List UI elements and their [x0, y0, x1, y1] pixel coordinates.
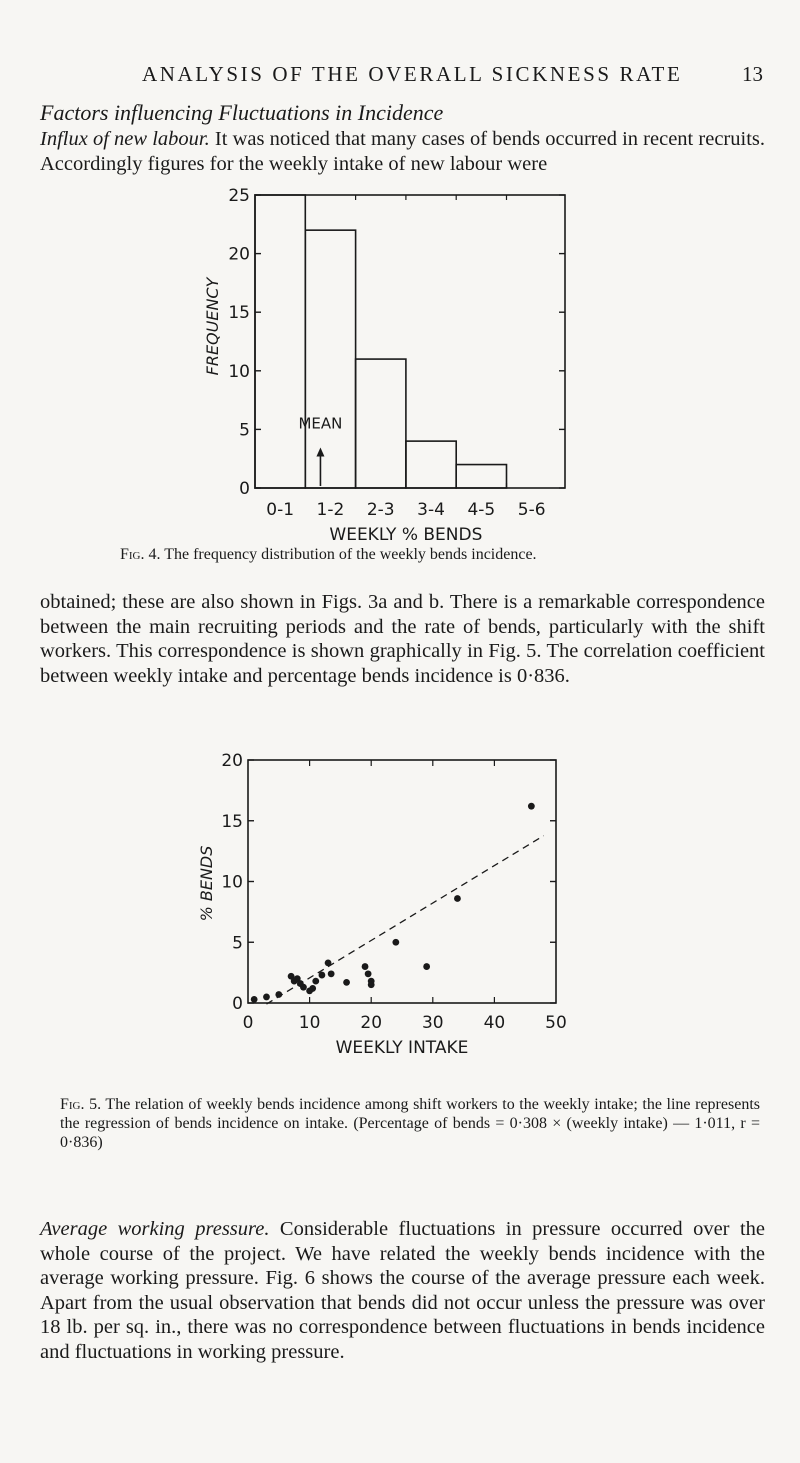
x-tick-label: 50 — [545, 1013, 567, 1033]
scatter-point — [275, 991, 282, 998]
histogram-chart — [0, 180, 800, 540]
y-tick-label: 15 — [228, 303, 250, 324]
mean-annotation: MEAN — [298, 414, 343, 433]
histogram-bar — [305, 230, 355, 488]
y-axis-title: FREQUENCY — [203, 277, 222, 376]
x-tick-label: 20 — [360, 1013, 383, 1033]
y-axis-title: % BENDS — [197, 845, 216, 922]
caption-label: Fig. 4. — [120, 546, 161, 563]
scatter-point — [325, 960, 332, 967]
mean-arrow-head — [316, 447, 324, 456]
caption-text: The frequency distribution of the weekly bends incidence. — [160, 546, 537, 563]
plot-frame — [248, 760, 556, 1003]
scatter-point — [343, 979, 350, 986]
figure-5 — [0, 750, 800, 1095]
y-tick-label: 5 — [232, 933, 243, 954]
scatter-point — [423, 963, 430, 970]
caption-text: The relation of weekly bends incidence among shift workers to the weekly intake; the line represents the regression of bends incidence on intake. (Percentage of bends = 0·308 × (weekly intake) — 1·011, r = 0·836) — [60, 1096, 760, 1151]
scatter-point — [251, 996, 258, 1003]
x-tick-label: 0-1 — [266, 500, 295, 520]
y-tick-label: 25 — [228, 186, 250, 206]
scatter-point — [328, 970, 335, 977]
x-tick-label: 10 — [298, 1013, 321, 1033]
y-tick-label: 20 — [228, 244, 250, 265]
paragraph-body: Considerable fluctuations in pressure occurred over the whole course of the project. We have related the weekly bends incidence with the average working pressure. Fig. 6 shows the course of the average pressure each week. Apart from the usual observation that bends did not occur unless the pressure was over 18 lb. per sq. in., there was no correspondence between fluctuations in bends incidence and fluctuations in working pressure. — [40, 1218, 766, 1363]
paragraph-influx — [40, 127, 765, 176]
figure-4 — [0, 180, 800, 570]
x-tick-label: 5-6 — [517, 500, 546, 520]
paragraph-body: It was noticed that many cases of bends occurred in recent recruits. Accordingly figures for the weekly intake of new labour were — [40, 128, 765, 175]
scatter-point — [300, 984, 307, 991]
plot-frame — [255, 195, 565, 488]
scatter-chart — [0, 750, 800, 1095]
scatter-point — [309, 985, 316, 992]
running-head — [0, 62, 800, 92]
y-tick-label: 5 — [239, 420, 250, 441]
scatter-point — [454, 895, 461, 902]
section-heading: Factors influencing Fluctuations in Incidence — [40, 100, 444, 125]
histogram-bar — [356, 359, 406, 488]
histogram-bar — [456, 465, 506, 488]
x-tick-label: 1-2 — [316, 500, 345, 520]
y-tick-label: 10 — [228, 361, 250, 382]
paragraph-lead: Average working pressure. — [40, 1218, 270, 1240]
x-tick-label: 30 — [421, 1013, 444, 1033]
y-tick-label: 20 — [221, 751, 243, 771]
scatter-point — [362, 963, 369, 970]
running-title: ANALYSIS OF THE OVERALL SICKNESS RATE — [142, 62, 683, 86]
scatter-point — [312, 978, 319, 985]
paragraph-correspondence: obtained; these are also shown in Figs. 3a and b. There is a remarkable correspondence between the main recruiting periods and the rate of bends, particularly with the shift workers. This correspondence is shown graphically in Fig. 5. The correlation coefficient between weekly intake and percentage bends incidence is 0·836. — [40, 591, 765, 687]
x-tick-label: 2-3 — [366, 500, 395, 520]
scatter-point — [528, 803, 535, 810]
figure-5-caption — [60, 1095, 760, 1152]
histogram-bar — [406, 441, 456, 488]
x-tick-label: 4-5 — [467, 500, 496, 520]
regression-line — [266, 836, 543, 1004]
scatter-point — [368, 981, 375, 988]
y-tick-label: 0 — [239, 479, 250, 499]
x-tick-label: 0 — [242, 1013, 254, 1033]
scatter-point — [392, 939, 399, 946]
histogram-bar — [255, 195, 305, 488]
x-tick-label: 40 — [483, 1013, 506, 1033]
y-tick-label: 10 — [221, 872, 243, 893]
scatter-point — [263, 994, 270, 1001]
caption-label: Fig. 5. — [60, 1096, 102, 1113]
x-axis-title: WEEKLY INTAKE — [335, 1038, 469, 1058]
y-tick-label: 0 — [232, 994, 243, 1014]
page-number: 13 — [742, 62, 763, 86]
figure-4-caption — [120, 545, 740, 564]
scatter-point — [365, 970, 372, 977]
x-axis-title: WEEKLY % BENDS — [329, 525, 483, 540]
paragraph-pressure — [40, 1217, 765, 1364]
scatter-point — [319, 972, 326, 979]
x-tick-label: 3-4 — [417, 500, 445, 520]
paragraph-lead: Influx of new labour. — [40, 128, 210, 150]
y-tick-label: 15 — [221, 811, 243, 832]
